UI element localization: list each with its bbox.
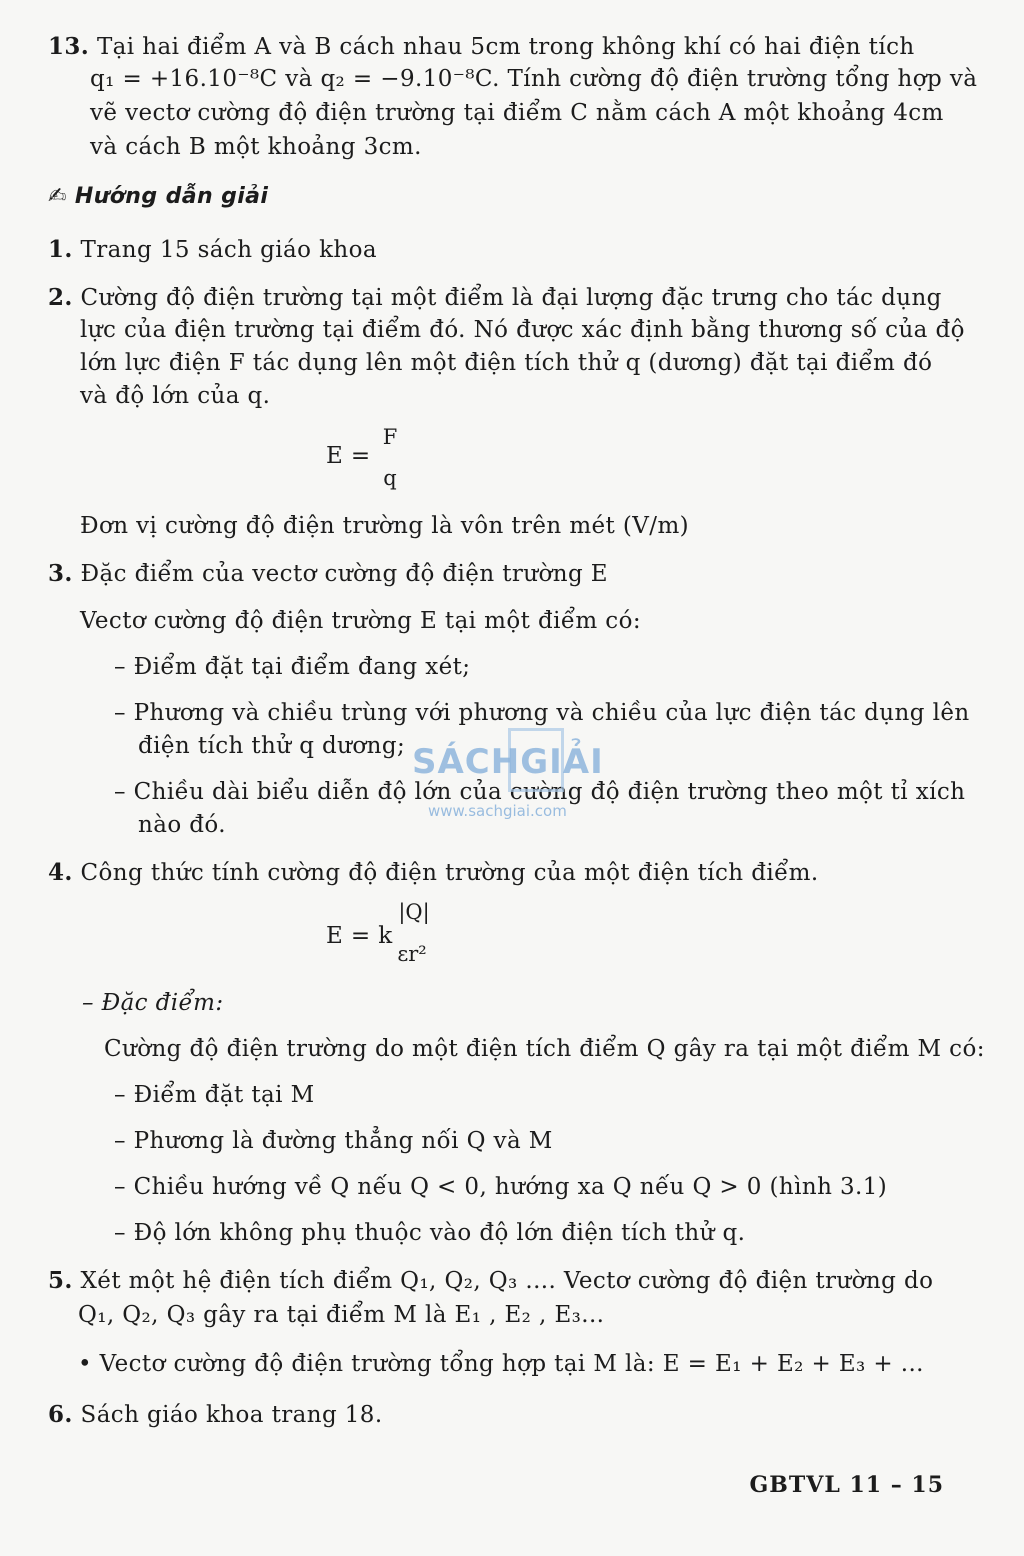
answer-4-sub-header: – Đặc điểm: bbox=[82, 990, 224, 1016]
problem-text-line-3: vẽ vectơ cường độ điện trường tại điểm C nằm cách A một khoảng 4cm bbox=[90, 100, 944, 126]
answer-number: 4. bbox=[48, 859, 73, 886]
answer-5-line-2: Q₁, Q₂, Q₃ gây ra tại điểm M là E₁ , E₂ , E₃... bbox=[78, 1302, 605, 1328]
answer-3-title: Đặc điểm của vectơ cường độ điện trường E bbox=[80, 561, 608, 587]
answer-2-line-3: lớn lực điện F tác dụng lên một điện tích thử q (dương) đặt tại điểm đó bbox=[80, 350, 933, 376]
guide-title: Hướng dẫn giải bbox=[74, 184, 269, 209]
problem-text-line-1: Tại hai điểm A và B cách nhau 5cm trong không khí có hai điện tích bbox=[96, 34, 915, 60]
answer-2-unit: Đơn vị cường độ điện trường là vôn trên mét (V/m) bbox=[80, 513, 690, 539]
answer-4-intro: Cường độ điện trường do một điện tích điểm Q gây ra tại một điểm M có: bbox=[104, 1036, 985, 1062]
answer-5 bbox=[48, 1264, 933, 1298]
answer-3-bullet-1: – Điểm đặt tại điểm đang xét; bbox=[114, 654, 471, 680]
answer-2-line-2: lực của điện trường tại điểm đó. Nó được xác định bằng thương số của độ bbox=[80, 317, 965, 343]
answer-3-bullet-2: – Phương và chiều trùng với phương và chiều của lực điện tác dụng lên bbox=[114, 700, 970, 726]
problem-text-line-2: q₁ = +16.10⁻⁸C và q₂ = −9.10⁻⁸C. Tính cường độ điện trường tổng hợp và bbox=[90, 66, 978, 92]
formula-e-numerator: F bbox=[382, 425, 398, 449]
problem-13 bbox=[48, 30, 915, 64]
formula-coulomb-numerator: |Q| bbox=[398, 900, 430, 924]
answer-4 bbox=[48, 856, 819, 890]
page-footer: GBTVL 11 – 15 bbox=[749, 1472, 944, 1498]
formula-e-denominator: q bbox=[383, 466, 397, 490]
answer-2-line-1: Cường độ điện trường tại một điểm là đại lượng đặc trưng cho tác dụng bbox=[80, 285, 942, 311]
watermark-url: www.sachgiai.com bbox=[428, 802, 567, 820]
answer-6 bbox=[48, 1398, 383, 1432]
answer-text: Trang 15 sách giáo khoa bbox=[80, 237, 377, 263]
pen-icon: ✍ bbox=[48, 184, 67, 209]
answer-4-bullet-3: – Chiều hướng về Q nếu Q < 0, hướng xa Q nếu Q > 0 (hình 3.1) bbox=[114, 1174, 888, 1200]
answer-4-bullet-1: – Điểm đặt tại M bbox=[114, 1082, 315, 1108]
formula-e-lhs: E = bbox=[326, 443, 371, 469]
answer-number: 1. bbox=[48, 236, 73, 263]
formula-coulomb-denominator: εr² bbox=[397, 942, 427, 966]
answer-2-line-4: và độ lớn của q. bbox=[80, 383, 271, 409]
answer-6-text: Sách giáo khoa trang 18. bbox=[80, 1402, 383, 1428]
answer-3-bullet-2-cont: điện tích thử q dương; bbox=[138, 733, 406, 759]
answer-number: 6. bbox=[48, 1401, 73, 1428]
answer-5-bullet: • Vectơ cường độ điện trường tổng hợp tại M là: E = E₁ + E₂ + E₃ + ... bbox=[78, 1351, 924, 1377]
answer-number: 3. bbox=[48, 560, 73, 587]
problem-number: 13. bbox=[48, 33, 90, 60]
problem-text-line-4: và cách B một khoảng 3cm. bbox=[90, 134, 422, 160]
watermark-logo bbox=[412, 728, 622, 828]
guide-header bbox=[48, 180, 268, 213]
formula-coulomb-lhs: E = k bbox=[326, 923, 393, 949]
answer-1 bbox=[48, 233, 377, 267]
answer-3-bullet-3: – Chiều dài biểu diễn độ lớn của cường độ điện trường theo một tỉ xích bbox=[114, 779, 966, 805]
answer-3 bbox=[48, 557, 608, 591]
answer-3-intro: Vectơ cường độ điện trường E tại một điểm có: bbox=[80, 608, 641, 634]
watermark-text: SÁCHGIẢI bbox=[412, 742, 604, 782]
answer-4-title: Công thức tính cường độ điện trường của một điện tích điểm. bbox=[80, 860, 819, 886]
answer-2 bbox=[48, 281, 942, 315]
answer-number: 2. bbox=[48, 284, 73, 311]
answer-number: 5. bbox=[48, 1267, 73, 1294]
answer-4-bullet-2: – Phương là đường thẳng nối Q và M bbox=[114, 1128, 553, 1154]
answer-4-bullet-4: – Độ lớn không phụ thuộc vào độ lớn điện tích thử q. bbox=[114, 1220, 746, 1246]
answer-5-line-1: Xét một hệ điện tích điểm Q₁, Q₂, Q₃ .... Vectơ cường độ điện trường do bbox=[80, 1268, 934, 1294]
answer-3-bullet-3-cont: nào đó. bbox=[138, 812, 226, 838]
